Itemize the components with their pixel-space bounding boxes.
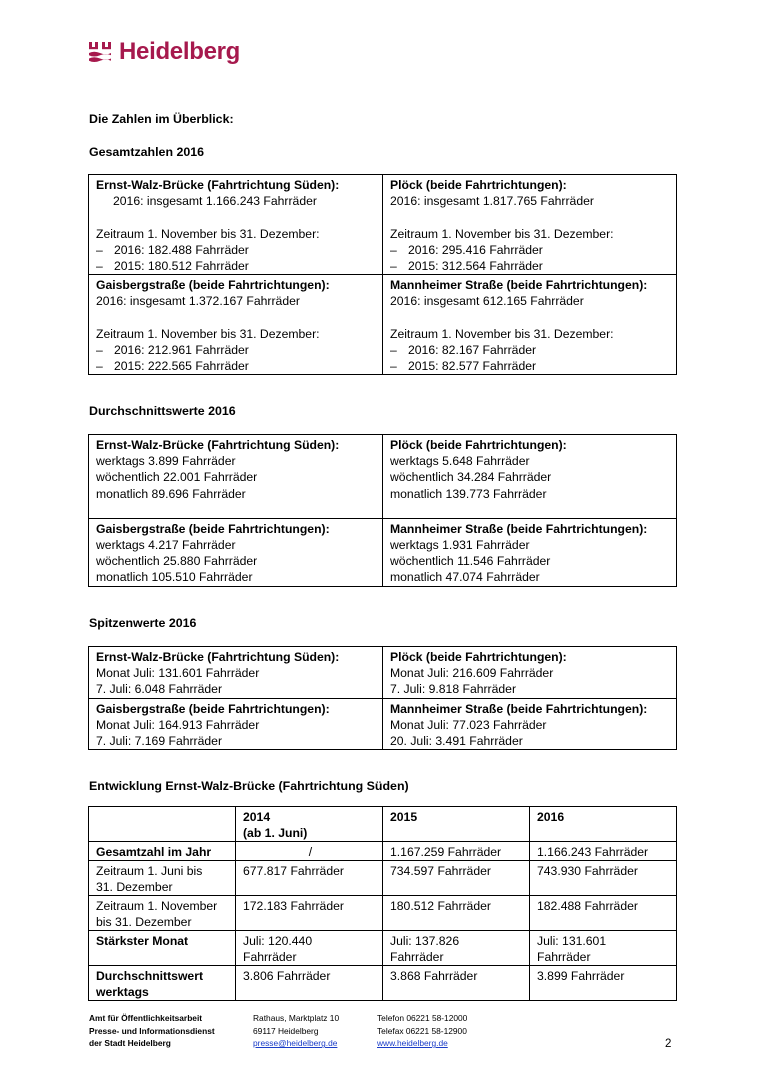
- table-cell: /: [236, 842, 383, 861]
- table-row: [89, 698, 677, 750]
- cell-title: Plöck (beide Fahrtrichtungen):: [390, 178, 567, 192]
- table-row: [89, 861, 677, 896]
- footer-office-line: Amt für Öffentlichkeitsarbeit: [89, 1013, 203, 1023]
- table-cell: [383, 435, 677, 519]
- table-row: [89, 966, 677, 1001]
- averages-table: [88, 434, 677, 587]
- cell-line: monatlich 105.510 Fahrräder: [96, 570, 253, 585]
- footer-office-line: Presse- und Informationsdienst: [89, 1025, 215, 1036]
- cell-title: Mannheimer Straße (beide Fahrtrichtungen):: [390, 278, 648, 293]
- totals-heading: Gesamtzahlen 2016: [89, 145, 205, 159]
- table-cell: [89, 518, 383, 586]
- footer-office: [89, 1012, 215, 1050]
- table-cell: Juli: 120.440 Fahrräder: [236, 931, 383, 966]
- table-cell: [89, 807, 236, 842]
- table-cell: [383, 175, 677, 275]
- cell-line: 20. Juli: 3.491 Fahrräder: [390, 734, 523, 749]
- cell-line: 2016: insgesamt 612.165 Fahrräder: [390, 294, 584, 309]
- cell-line: wöchentlich 22.001 Fahrräder: [96, 470, 258, 485]
- overview-heading: Die Zahlen im Überblick:: [89, 112, 234, 126]
- footer-fax: Telefax 06221 58-12900: [377, 1025, 467, 1036]
- table-cell: [89, 647, 383, 699]
- development-table: [88, 806, 677, 1001]
- cell-line: werktags 4.217 Fahrräder: [96, 538, 236, 553]
- table-cell: 3.806 Fahrräder: [236, 966, 383, 1001]
- table-cell: [383, 698, 677, 750]
- cell-line: werktags 3.899 Fahrräder: [96, 454, 236, 469]
- cell-title: Ernst-Walz-Brücke (Fahrtrichtung Süden):: [96, 438, 340, 452]
- page-number: 2: [665, 1038, 672, 1050]
- cell-title: Gaisbergstraße (beide Fahrtrichtungen):: [96, 521, 330, 536]
- row-label: Zeitraum 1. November bis 31. Dezember: [89, 896, 236, 931]
- cell-title: Plöck (beide Fahrtrichtungen):: [390, 438, 567, 452]
- cell-line: werktags 5.648 Fahrräder: [390, 454, 530, 469]
- table-row: [89, 518, 677, 586]
- table-cell: [383, 518, 677, 586]
- list-item: – 2015: 82.577 Fahrräder: [390, 359, 537, 374]
- table-row: [89, 647, 677, 699]
- cell-title: Ernst-Walz-Brücke (Fahrtrichtung Süden):: [96, 178, 340, 192]
- table-row: [89, 807, 677, 842]
- cell-line: 2016: insgesamt 1.817.765 Fahrräder: [390, 194, 594, 209]
- table-cell: 1.166.243 Fahrräder: [530, 842, 677, 861]
- table-cell: Juli: 137.826 Fahrräder: [383, 931, 530, 966]
- table-cell: [383, 647, 677, 699]
- table-cell: 743.930 Fahrräder: [530, 861, 677, 896]
- cell-title: Ernst-Walz-Brücke (Fahrtrichtung Süden):: [96, 650, 340, 664]
- row-label: Durchschnittswert werktags: [89, 966, 236, 1001]
- list-item: – 2015: 222.565 Fahrräder: [96, 359, 249, 374]
- table-cell: 180.512 Fahrräder: [383, 896, 530, 931]
- cell-line: Zeitraum 1. November bis 31. Dezember:: [390, 326, 614, 341]
- table-cell: Juli: 131.601 Fahrräder: [530, 931, 677, 966]
- cell-title: Gaisbergstraße (beide Fahrtrichtungen):: [96, 278, 330, 293]
- totals-table: [88, 174, 677, 375]
- cell-line: wöchentlich 25.880 Fahrräder: [96, 554, 258, 569]
- list-item: – 2016: 182.488 Fahrräder: [96, 242, 249, 257]
- cell-line: werktags 1.931 Fahrräder: [390, 538, 530, 553]
- row-label: Stärkster Monat: [89, 931, 236, 966]
- cell-title: Plöck (beide Fahrtrichtungen):: [390, 650, 567, 664]
- cell-line: Monat Juli: 131.601 Fahrräder: [96, 666, 260, 681]
- table-row: [89, 842, 677, 861]
- peaks-heading: Spitzenwerte 2016: [89, 616, 197, 630]
- list-item: – 2016: 82.167 Fahrräder: [390, 343, 537, 357]
- table-cell: 182.488 Fahrräder: [530, 896, 677, 931]
- table-row: [89, 275, 677, 375]
- table-cell: 677.817 Fahrräder: [236, 861, 383, 896]
- averages-heading: Durchschnittswerte 2016: [89, 404, 236, 418]
- list-item: – 2015: 180.512 Fahrräder: [96, 259, 249, 273]
- cell-line: Zeitraum 1. November bis 31. Dezember:: [390, 226, 614, 241]
- cell-line: 7. Juli: 7.169 Fahrräder: [96, 734, 223, 749]
- column-header: 2016: [530, 807, 677, 842]
- table-cell: [89, 175, 383, 275]
- cell-line: 7. Juli: 6.048 Fahrräder: [96, 682, 223, 697]
- footer-address-line: Rathaus, Marktplatz 10: [253, 1013, 340, 1023]
- cell-line: wöchentlich 11.546 Fahrräder: [390, 554, 551, 569]
- cell-title: Mannheimer Straße (beide Fahrtrichtungen):: [390, 701, 648, 716]
- cell-title: Mannheimer Straße (beide Fahrtrichtungen):: [390, 521, 648, 536]
- row-label: Zeitraum 1. Juni bis 31. Dezember: [89, 861, 236, 896]
- cell-line: Monat Juli: 77.023 Fahrräder: [390, 717, 547, 732]
- table-cell: 1.167.259 Fahrräder: [383, 842, 530, 861]
- cell-line: wöchentlich 34.284 Fahrräder: [390, 470, 552, 485]
- footer-email-link[interactable]: presse@heidelberg.de: [253, 1038, 338, 1049]
- table-cell: [89, 435, 383, 519]
- table-cell: 734.597 Fahrräder: [383, 861, 530, 896]
- table-cell: 172.183 Fahrräder: [236, 896, 383, 931]
- heidelberg-logo: [88, 38, 240, 66]
- column-header: 2014 (ab 1. Juni): [236, 807, 383, 842]
- table-row: [89, 896, 677, 931]
- cell-line: Monat Juli: 216.609 Fahrräder: [390, 666, 554, 681]
- table-cell: [89, 698, 383, 750]
- footer-phone: Telefon 06221 58-12000: [377, 1013, 468, 1023]
- row-label: Gesamtzahl im Jahr: [89, 842, 236, 861]
- cell-line: monatlich 47.074 Fahrräder: [390, 570, 540, 585]
- cell-line: 2016: insgesamt 1.166.243 Fahrräder: [113, 194, 317, 209]
- cell-line: 2016: insgesamt 1.372.167 Fahrräder: [96, 294, 300, 309]
- footer-address: [253, 1012, 339, 1050]
- cell-line: monatlich 139.773 Fahrräder: [390, 486, 547, 501]
- cell-title: Gaisbergstraße (beide Fahrtrichtungen):: [96, 701, 330, 716]
- table-cell: [89, 275, 383, 375]
- cell-line: Zeitraum 1. November bis 31. Dezember:: [96, 326, 320, 341]
- table-row: [89, 175, 677, 275]
- column-header: 2015: [383, 807, 530, 842]
- cell-line: Zeitraum 1. November bis 31. Dezember:: [96, 226, 320, 241]
- heidelberg-emblem-icon: [88, 40, 112, 64]
- table-row: [89, 435, 677, 519]
- footer-web-link[interactable]: www.heidelberg.de: [377, 1038, 448, 1049]
- logo-text: Heidelberg: [119, 38, 241, 65]
- footer-office-line: der Stadt Heidelberg: [89, 1038, 171, 1049]
- table-cell: 3.899 Fahrräder: [530, 966, 677, 1001]
- table-cell: [383, 275, 677, 375]
- cell-line: 7. Juli: 9.818 Fahrräder: [390, 682, 517, 697]
- footer-address-line: 69117 Heidelberg: [253, 1025, 319, 1036]
- cell-line: monatlich 89.696 Fahrräder: [96, 486, 246, 501]
- development-heading: Entwicklung Ernst-Walz-Brücke (Fahrtrichtung Süden): [89, 779, 409, 793]
- footer-contact: [377, 1012, 467, 1050]
- table-cell: 3.868 Fahrräder: [383, 966, 530, 1001]
- list-item: – 2015: 312.564 Fahrräder: [390, 259, 543, 273]
- table-row: [89, 931, 677, 966]
- cell-line: Monat Juli: 164.913 Fahrräder: [96, 717, 260, 732]
- list-item: – 2016: 212.961 Fahrräder: [96, 343, 249, 357]
- peaks-table: [88, 646, 677, 750]
- list-item: – 2016: 295.416 Fahrräder: [390, 242, 543, 257]
